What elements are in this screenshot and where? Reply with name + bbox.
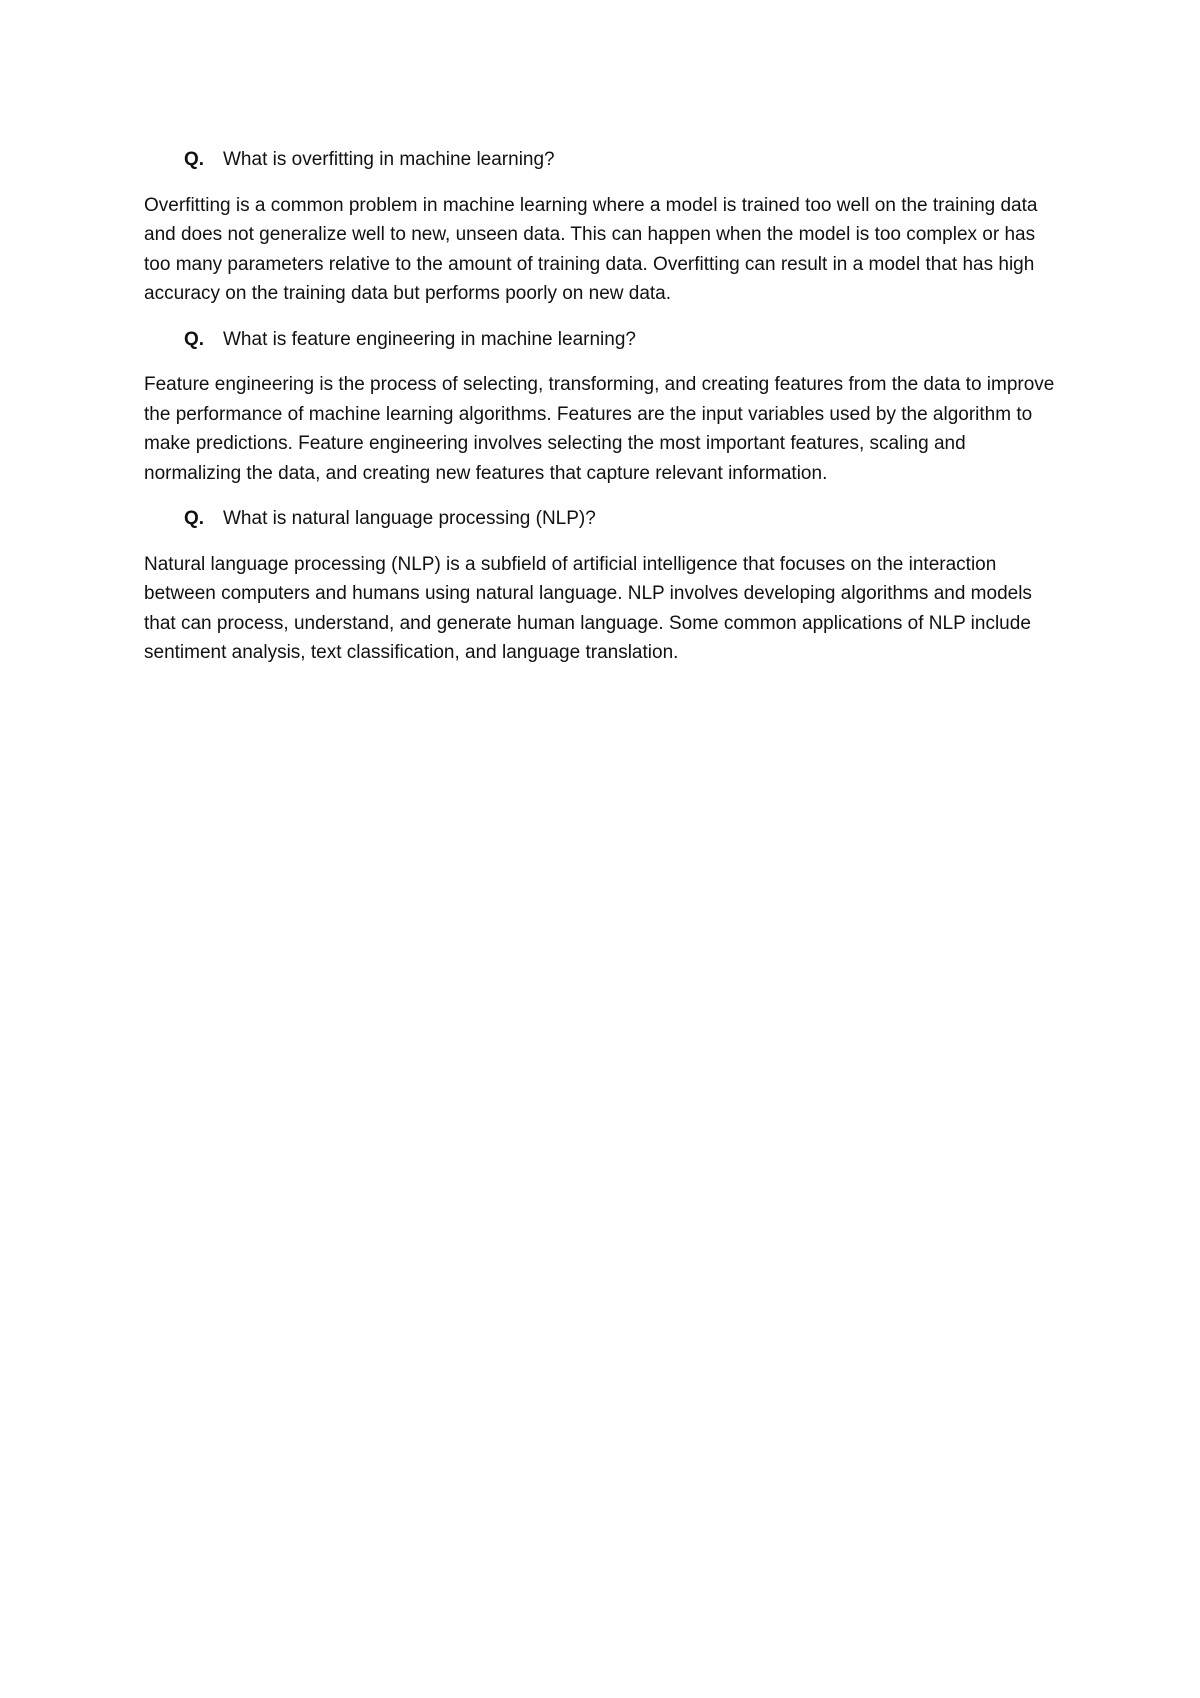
answer-paragraph: Natural language processing (NLP) is a subfield of artificial intelligence that focuses on the interaction between computers and humans using natural language. NLP involves developing algorithms and models that can process, understand, and generate human language. Some common applications of NLP include sentiment analysis, text classification, and language translation.	[144, 553, 1032, 663]
question-text: What is overfitting in machine learning?	[223, 149, 555, 170]
question-marker: Q.	[184, 149, 205, 170]
document-content	[144, 145, 1064, 684]
question-item	[184, 504, 1064, 534]
question-text: What is natural language processing (NLP)?	[223, 508, 596, 529]
question-marker: Q.	[184, 328, 205, 350]
question-item	[184, 325, 1064, 355]
answer-paragraph: Feature engineering is the process of selecting, transforming, and creating features from the data to improve the performance of machine learning algorithms. Features are the input variables used by the algorithm to make predictions. Feature engineering involves selecting the most important features, scaling and normalizing the data, and creating new features that capture relevant information.	[144, 374, 1055, 484]
answer-paragraph: Overfitting is a common problem in machine learning where a model is trained too well on the training data and does not generalize well to new, unseen data. This can happen when the model is too complex or has too many parameters relative to the amount of training data. Overfitting can result in a model that has high accuracy on the training data but performs poorly on new data.	[144, 194, 1038, 304]
question-marker: Q.	[184, 508, 205, 529]
question-text: What is feature engineering in machine learning?	[223, 328, 636, 350]
question-item	[184, 145, 1064, 175]
